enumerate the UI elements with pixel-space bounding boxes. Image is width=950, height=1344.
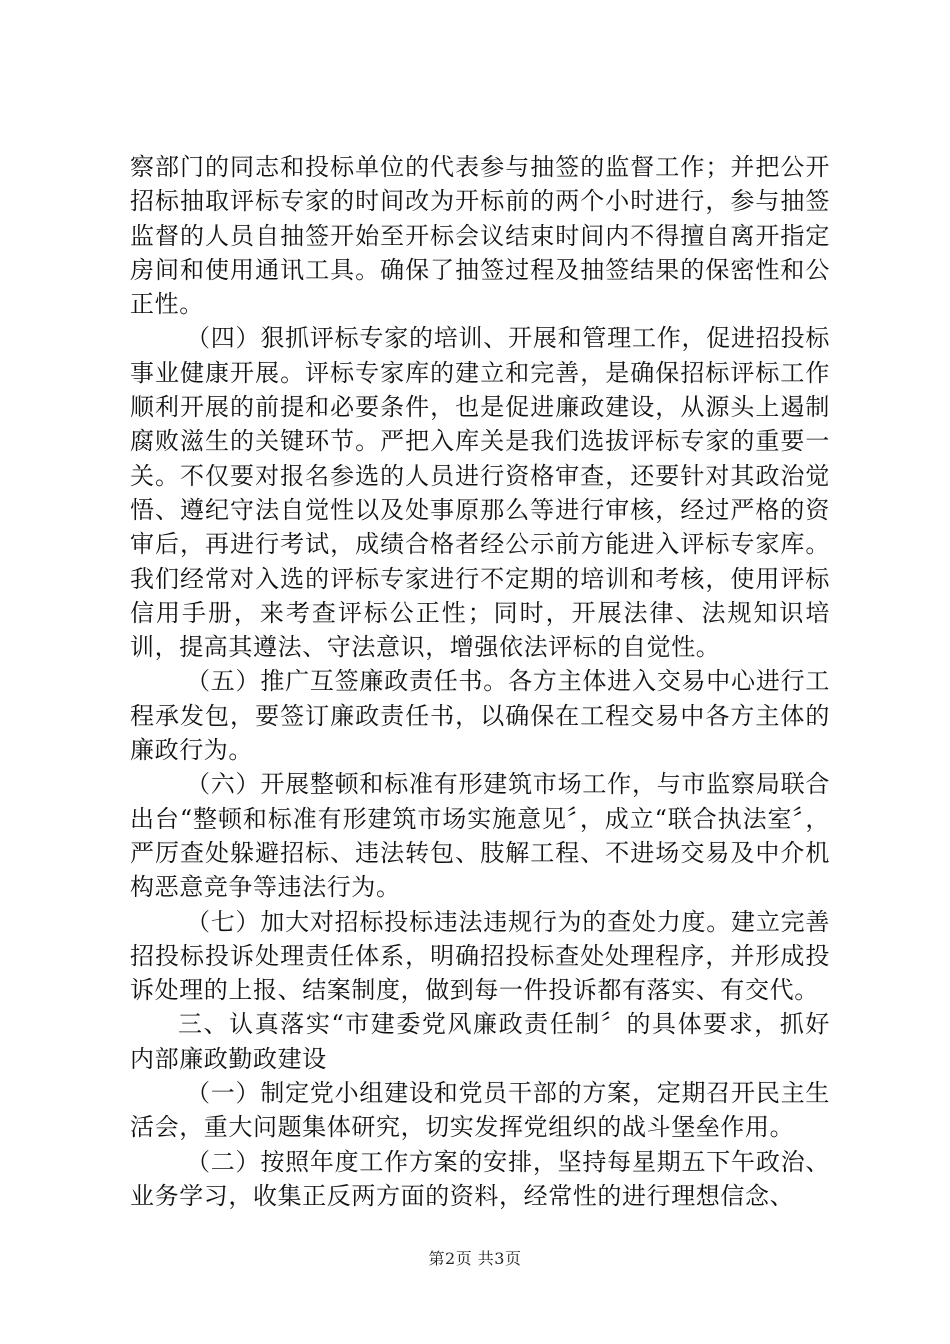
paragraph-section-7: （七）加大对招标投标违法违规行为的查处力度。建立完善招投标投诉处理责任体系，明确招投标查处处理程序，并形成投诉处理的上报、结案制度，做到每一件投诉都有落实、有交代。 <box>130 907 830 1005</box>
paragraph-section-4: （四）狠抓评标专家的培训、开展和管理工作，促进招投标事业健康开展。评标专家库的建立和完善，是确保招标评标工作顺利开展的前提和必要条件，也是促进廉政建设，从源头上遏制腐败滋生的关键环节。严把入库关是我们选拔评标专家的重要一关。不仅要对报名参选的人员进行资格审查，还要针对其政治觉悟、遵纪守法自觉性以及处事原那么等进行审核，经过严格的资审后，再进行考试，成绩合格者经公示前方能进入评标专家库。我们经常对入选的评标专家进行不定期的培训和考核，使用评标信用手册，来考查评标公正性；同时，开展法律、法规知识培训，提高其遵法、守法意识，增强依法评标的自觉性。 <box>130 324 830 662</box>
paragraph-part-3-item-2: （二）按照年度工作方案的安排，坚持每星期五下午政治、业务学习，收集正反两方面的资料，经常性的进行理想信念、 <box>130 1147 830 1210</box>
paragraph-continuation: 察部门的同志和投标单位的代表参与抽签的监督工作；并把公开招标抽取评标专家的时间改为开标前的两个小时进行，参与抽签监督的人员自抽签开始至开标会议结束时间内不得擅自离开指定房间和使用通讯工具。确保了抽签过程及抽签结果的保密性和公正性。 <box>130 153 830 319</box>
page-number-footer: 第2页 共3页 <box>428 1249 522 1268</box>
heading-part-3: 三、认真落实“市建委党风廉政责任制〞的具体要求，抓好内部廉政勤政建设 <box>130 1010 830 1073</box>
document-body <box>130 150 830 1213</box>
paragraph-section-6: （六）开展整顿和标准有形建筑市场工作，与市监察局联合出台“整顿和标准有形建筑市场实施意见〞，成立“联合执法室〞，严厉查处躲避招标、违法转包、肢解工程、不进场交易及中介机构恶意竞争等违法行为。 <box>130 770 830 902</box>
paragraph-part-3-item-1: （一）制定党小组建设和党员干部的方案，定期召开民主生活会，重大问题集体研究，切实发挥党组织的战斗堡垒作用。 <box>130 1079 830 1142</box>
paragraph-section-5: （五）推广互签廉政责任书。各方主体进入交易中心进行工程承发包，要签订廉政责任书，以确保在工程交易中各方主体的廉政行为。 <box>130 667 830 765</box>
